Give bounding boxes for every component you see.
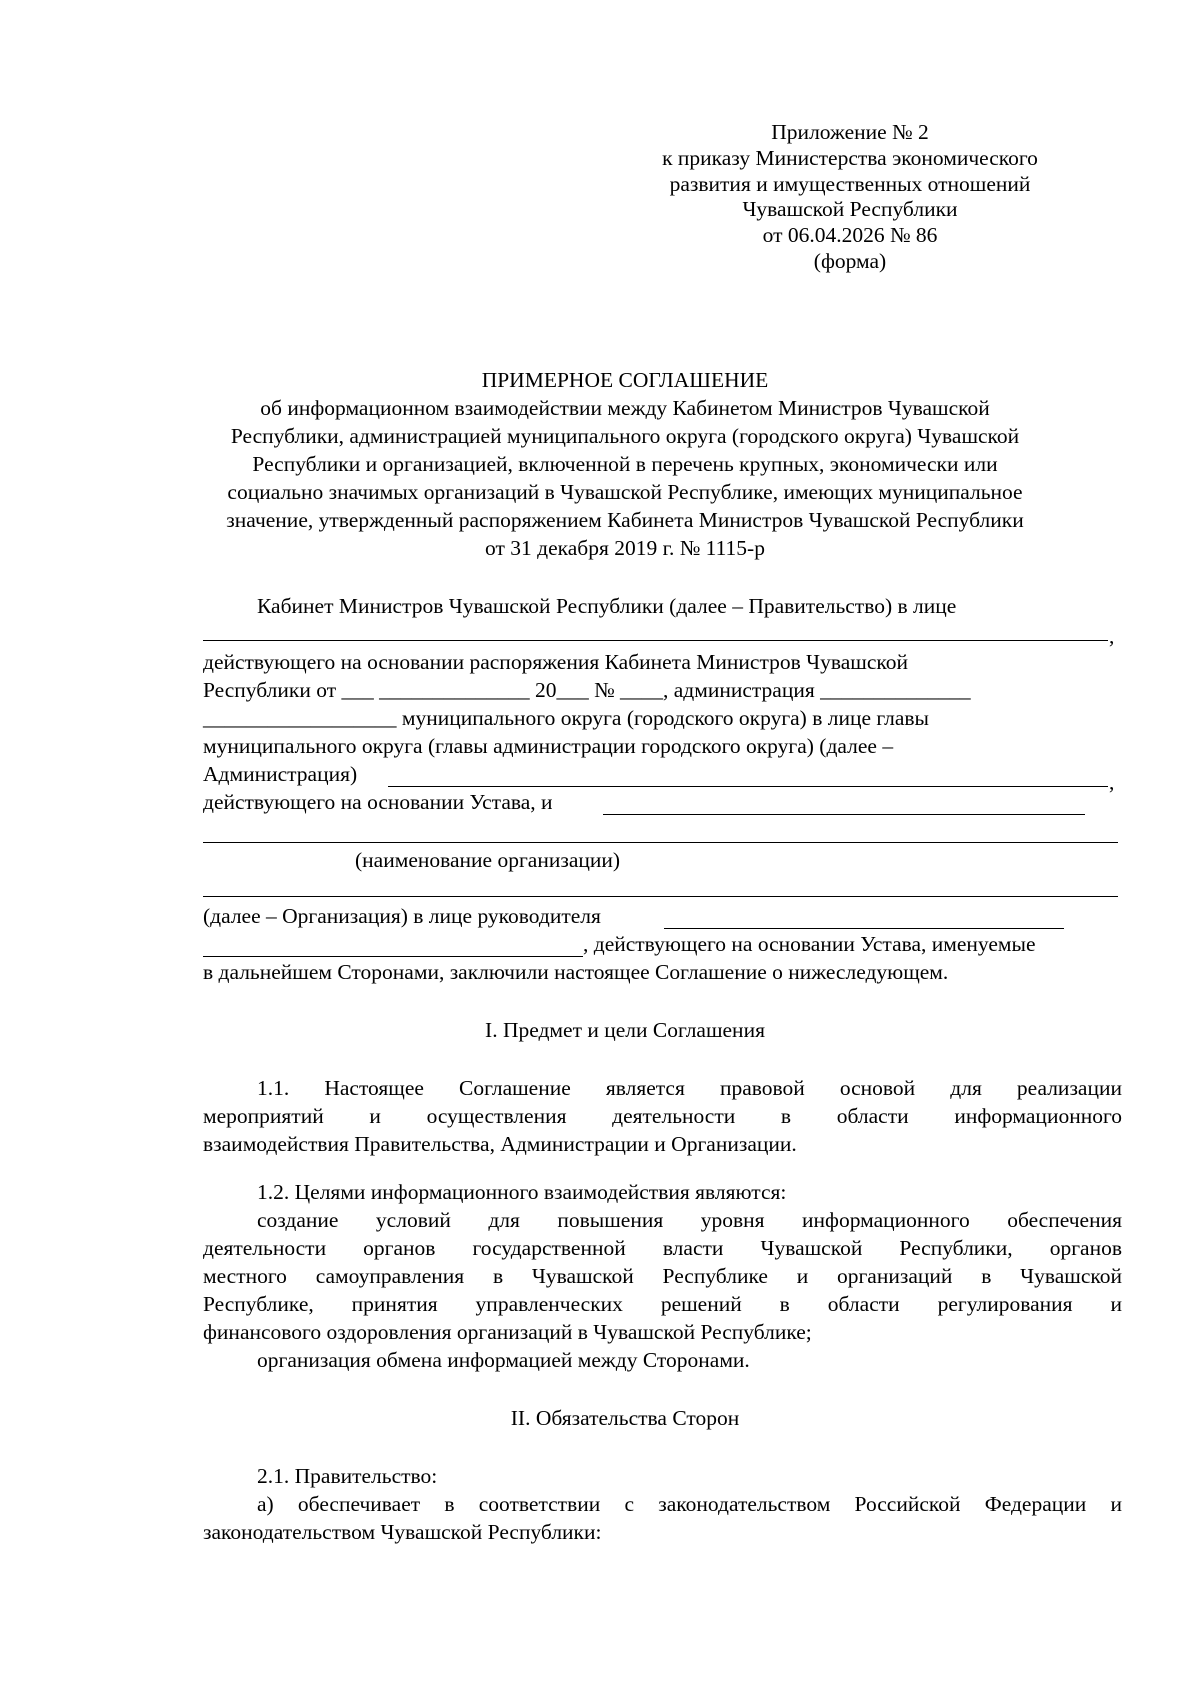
paragraph-line: 2.1. Правительство:	[257, 1464, 438, 1488]
preamble-line: действующего на основании Устава, и	[203, 790, 553, 814]
title-line: значение, утвержденный распоряжением Кабинета Министров Чувашской Республики	[226, 508, 1024, 532]
title-line: об информационном взаимодействии между Кабинетом Министров Чувашской	[260, 396, 990, 420]
blank-line	[203, 896, 1118, 897]
blank-line	[664, 928, 1064, 929]
organization-caption: (наименование организации)	[355, 848, 621, 872]
paragraph-line: 1.2. Целями информационного взаимодействия являются:	[257, 1180, 787, 1204]
appendix-ministry-line: развития и имущественных отношений	[669, 172, 1031, 196]
preamble-line: в дальнейшем Сторонами, заключили настоящее Соглашение о нижеследующем.	[203, 960, 949, 984]
paragraph-line: местного самоуправления в Чувашской Республике и организаций в Чувашской	[203, 1264, 1122, 1288]
preamble-line: , действующего на основании Устава, именуемые	[583, 932, 1036, 956]
title-line: социально значимых организаций в Чувашской Республике, имеющих муниципальное	[227, 480, 1023, 504]
blank-line	[388, 786, 1108, 787]
paragraph-line: финансового оздоровления организаций в Чувашской Республике;	[203, 1320, 812, 1344]
preamble-line: Кабинет Министров Чувашской Республики (далее – Правительство) в лице	[257, 594, 957, 618]
appendix-republic-line: Чувашской Республики	[742, 197, 958, 221]
blank-line	[203, 956, 583, 957]
paragraph-line: Республике, принятия управленческих решений в области регулирования и	[203, 1292, 1122, 1316]
paragraph-line: мероприятий и осуществления деятельности в области информационного	[203, 1104, 1122, 1128]
paragraph-line: взаимодействия Правительства, Администрации и Организации.	[203, 1132, 797, 1156]
appendix-order-line: к приказу Министерства экономического	[662, 146, 1038, 170]
paragraph-line: деятельности органов государственной власти Чувашской Республики, органов	[203, 1236, 1122, 1260]
blank-line	[603, 814, 1085, 815]
preamble-line: Республики от ___ ______________ 20___ № ____, администрация ______________	[203, 678, 971, 702]
title-line: Республики, администрацией муниципального округа (городского округа) Чувашской	[230, 424, 1020, 448]
title-line: от 31 декабря 2019 г. № 1115-р	[485, 536, 765, 560]
preamble-line: (далее – Организация) в лице руководителя	[203, 904, 601, 928]
blank-line	[203, 842, 1118, 843]
preamble-line: муниципального округа (главы администрации городского округа) (далее –	[203, 734, 894, 758]
preamble-line: действующего на основании распоряжения Кабинета Министров Чувашской	[203, 650, 908, 674]
appendix-form-label: (форма)	[813, 249, 887, 273]
paragraph-line: а) обеспечивает в соответствии с законодательством Российской Федерации и	[257, 1492, 1122, 1516]
section-heading: II. Обязательства Сторон	[510, 1406, 740, 1430]
paragraph-line: создание условий для повышения уровня информационного обеспечения	[257, 1208, 1122, 1232]
appendix-date: от 06.04.2026 № 86	[762, 223, 938, 247]
blank-line	[203, 640, 1108, 641]
appendix-number: Приложение № 2	[771, 120, 929, 144]
paragraph-line: законодательством Чувашской Республики:	[203, 1520, 602, 1544]
preamble-line: Администрация)	[203, 762, 358, 786]
title-line: Республики и организацией, включенной в перечень крупных, экономически или	[252, 452, 998, 476]
document-title: ПРИМЕРНОЕ СОГЛАШЕНИЕ	[481, 368, 769, 392]
section-heading: I. Предмет и цели Соглашения	[485, 1018, 765, 1042]
paragraph-line: 1.1. Настоящее Соглашение является правовой основой для реализации	[257, 1076, 1122, 1100]
paragraph-line: организация обмена информацией между Сторонами.	[257, 1348, 750, 1372]
preamble-comma: ,	[1109, 770, 1115, 794]
preamble-line: __________________ муниципального округа (городского округа) в лице главы	[203, 706, 929, 730]
preamble-comma: ,	[1109, 624, 1115, 648]
